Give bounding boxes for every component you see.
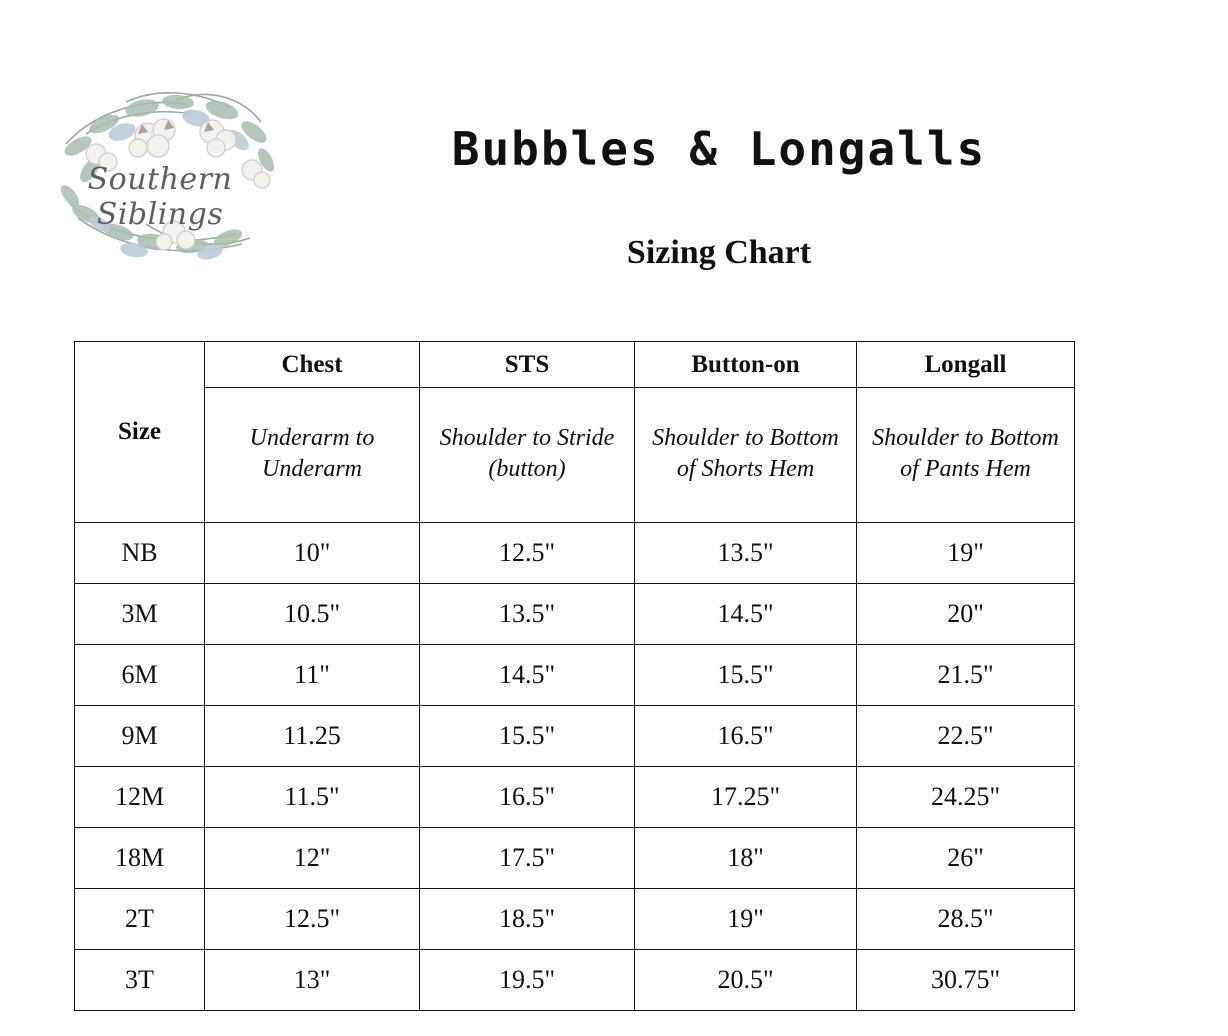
cell-chest: 12.5" [205, 889, 420, 950]
column-header-size: Size [75, 342, 205, 523]
table-row [75, 889, 1075, 950]
page-title: Bubbles & Longalls [451, 122, 987, 176]
cell-longall: 30.75" [857, 950, 1075, 1011]
column-desc-button-on: Shoulder to Bottom of Shorts Hem [635, 388, 857, 523]
table-header-row [75, 342, 1075, 388]
cell-size: 9M [75, 706, 205, 767]
cell-sts: 17.5" [420, 828, 635, 889]
cell-chest: 12" [205, 828, 420, 889]
table-row [75, 767, 1075, 828]
cell-longall: 26" [857, 828, 1075, 889]
table-description-row [75, 388, 1075, 523]
cell-button-on: 18" [635, 828, 857, 889]
column-desc-sts: Shoulder to Stride (button) [420, 388, 635, 523]
table-row [75, 828, 1075, 889]
column-desc-chest: Underarm to Underarm [205, 388, 420, 523]
page-header [0, 0, 1228, 284]
title-block [320, 74, 1228, 272]
cell-sts: 13.5" [420, 584, 635, 645]
cell-size: 3M [75, 584, 205, 645]
page-subtitle: Sizing Chart [626, 234, 812, 271]
cell-size: 3T [75, 950, 205, 1011]
cell-longall: 20" [857, 584, 1075, 645]
cell-size: NB [75, 523, 205, 584]
table-row [75, 706, 1075, 767]
cell-size: 2T [75, 889, 205, 950]
cell-chest: 11.25 [205, 706, 420, 767]
sizing-chart-table [74, 341, 1075, 1011]
cell-button-on: 17.25" [635, 767, 857, 828]
cell-chest: 10.5" [205, 584, 420, 645]
sizing-chart-table-container [74, 341, 1074, 1011]
cell-chest: 11.5" [205, 767, 420, 828]
cell-longall: 28.5" [857, 889, 1075, 950]
brand-logo [26, 74, 294, 284]
cell-chest: 10" [205, 523, 420, 584]
cell-sts: 15.5" [420, 706, 635, 767]
cell-sts: 16.5" [420, 767, 635, 828]
cell-sts: 18.5" [420, 889, 635, 950]
cell-button-on: 20.5" [635, 950, 857, 1011]
cell-button-on: 15.5" [635, 645, 857, 706]
cell-sts: 14.5" [420, 645, 635, 706]
logo-container [0, 74, 320, 284]
cell-chest: 11" [205, 645, 420, 706]
cell-longall: 22.5" [857, 706, 1075, 767]
cell-longall: 24.25" [857, 767, 1075, 828]
cell-button-on: 16.5" [635, 706, 857, 767]
logo-wordmark: Southern Siblings [87, 162, 233, 232]
cell-size: 18M [75, 828, 205, 889]
cell-sts: 12.5" [420, 523, 635, 584]
table-row [75, 523, 1075, 584]
table-row [75, 584, 1075, 645]
cell-chest: 13" [205, 950, 420, 1011]
cell-size: 12M [75, 767, 205, 828]
cell-button-on: 19" [635, 889, 857, 950]
column-desc-longall: Shoulder to Bottom of Pants Hem [857, 388, 1075, 523]
column-header-chest: Chest [205, 342, 420, 388]
table-row [75, 950, 1075, 1011]
column-header-button-on: Button-on [635, 342, 857, 388]
column-header-longall: Longall [857, 342, 1075, 388]
cell-size: 6M [75, 645, 205, 706]
cell-button-on: 14.5" [635, 584, 857, 645]
cell-sts: 19.5" [420, 950, 635, 1011]
cell-button-on: 13.5" [635, 523, 857, 584]
column-header-sts: STS [420, 342, 635, 388]
table-row [75, 645, 1075, 706]
cell-longall: 19" [857, 523, 1075, 584]
cell-longall: 21.5" [857, 645, 1075, 706]
